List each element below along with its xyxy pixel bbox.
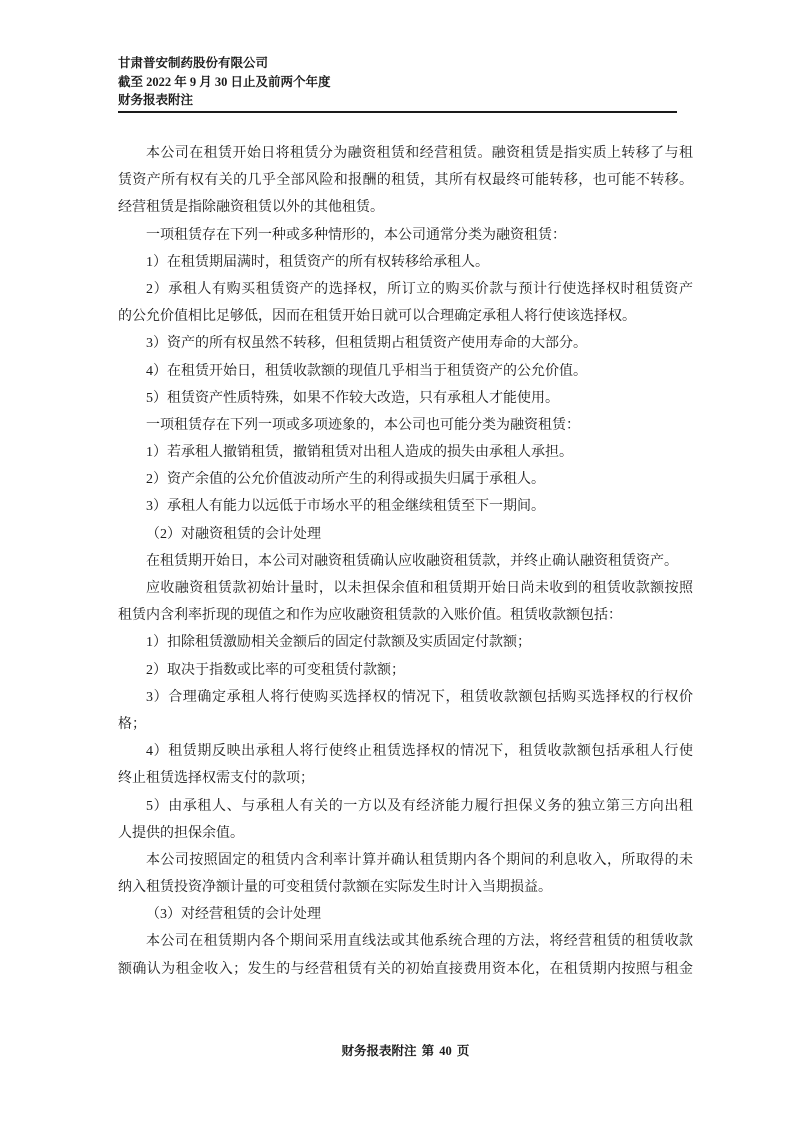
text-line: 在租赁期开始日，本公司对融资租赁确认应收融资租赁款，并终止确认融资租赁资产。: [146, 553, 678, 569]
text-line: 2）资产余值的公允价值波动所产生的利得或损失归属于承租人。: [146, 472, 545, 488]
text-line: 一项租赁存在下列一种或多种情形的，本公司通常分类为融资租赁：: [146, 227, 566, 243]
text-line: 1）扣除租赁激励相关金额后的固定付款额及实质固定付款额；: [146, 635, 531, 651]
text-line: （2）对融资租赁的会计处理: [146, 526, 321, 542]
text-line: 人提供的担保余值。: [118, 825, 244, 841]
company-name: 甘肃普安制药股份有限公司: [118, 56, 269, 70]
text-line: （3）对经营租赁的会计处理: [146, 907, 321, 923]
text-line: 1）在租赁期届满时，租赁资产的所有权转移给承租人。: [146, 254, 489, 270]
text-line: 的公允价值相比足够低，因而在租赁开始日就可以合理确定承租人将行使该选择权。: [118, 309, 636, 325]
page-number: 财务报表附注 第 40 页: [341, 1044, 470, 1058]
text-line: 赁资产所有权有关的几乎全部风险和报酬的租赁，其所有权最终可能转移，也可能不转移。: [118, 173, 693, 189]
text-line: 本公司按照固定的租赁内含利率计算并确认租赁期内各个期间的利息收入，所取得的未: [146, 852, 693, 868]
text-line: 5）由承租人、与承租人有关的一方以及有经济能力履行担保义务的独立第三方向出租: [146, 798, 693, 814]
text-line: 终止租赁选择权需支付的款项；: [118, 771, 314, 787]
text-line: 额确认为租金收入；发生的与经营租赁有关的初始直接费用资本化，在租赁期内按照与租金: [118, 961, 693, 977]
text-line: 4）租赁期反映出承租人将行使终止租赁选择权的情况下，租赁收款额包括承租人行使: [146, 744, 693, 760]
text-line: 租赁内含利率折现的现值之和作为应收融资租赁款的入账价值。租赁收款额包括：: [118, 608, 622, 624]
text-line: 纳入租赁投资净额计量的可变租赁付款额在实际发生时计入当期损益。: [118, 880, 552, 896]
text-line: 2）承租人有购买租赁资产的选择权，所订立的购买价款与预计行使选择权时租赁资产: [146, 281, 693, 297]
page-header: [118, 54, 677, 113]
text-line: 经营租赁是指除融资租赁以外的其他租赁。: [118, 200, 384, 216]
text-line: 4）在租赁开始日，租赁收款额的现值几乎相当于租赁资产的公允价值。: [146, 363, 587, 379]
text-line: 1）若承租人撤销租赁，撤销租赁对出租人造成的损失由承租人承担。: [146, 445, 573, 461]
text-line: 5）租赁资产性质特殊，如果不作较大改造，只有承租人才能使用。: [146, 390, 559, 406]
text-line: 3）合理确定承租人将行使购买选择权的情况下，租赁收款额包括购买选择权的行权价: [146, 689, 693, 705]
doc-title: 财务报表附注: [118, 93, 194, 107]
text-line: 本公司在租赁开始日将租赁分为融资租赁和经营租赁。融资租赁是指实质上转移了与租: [146, 146, 693, 161]
text-line: 本公司在租赁期内各个期间采用直线法或其他系统合理的方法，将经营租赁的租赁收款: [146, 934, 693, 950]
body-text: [118, 140, 693, 983]
page-footer: [118, 1041, 693, 1059]
text-line: 一项租赁存在下列一项或多项迹象的，本公司也可能分类为融资租赁：: [146, 417, 580, 433]
text-line: 2）取决于指数或比率的可变租赁付款额；: [146, 662, 405, 678]
text-line: 3）承租人有能力以远低于市场水平的租金继续租赁至下一期间。: [146, 499, 545, 515]
text-line: 格；: [118, 716, 146, 732]
report-period: 截至 2022 年 9 月 30 日止及前两个年度: [118, 74, 331, 89]
text-line: 3）资产的所有权虽然不转移，但租赁期占租赁资产使用寿命的大部分。: [146, 336, 587, 352]
text-line: 应收融资租赁款初始计量时，以未担保余值和租赁期开始日尚未收到的租赁收款额按照: [146, 581, 693, 596]
